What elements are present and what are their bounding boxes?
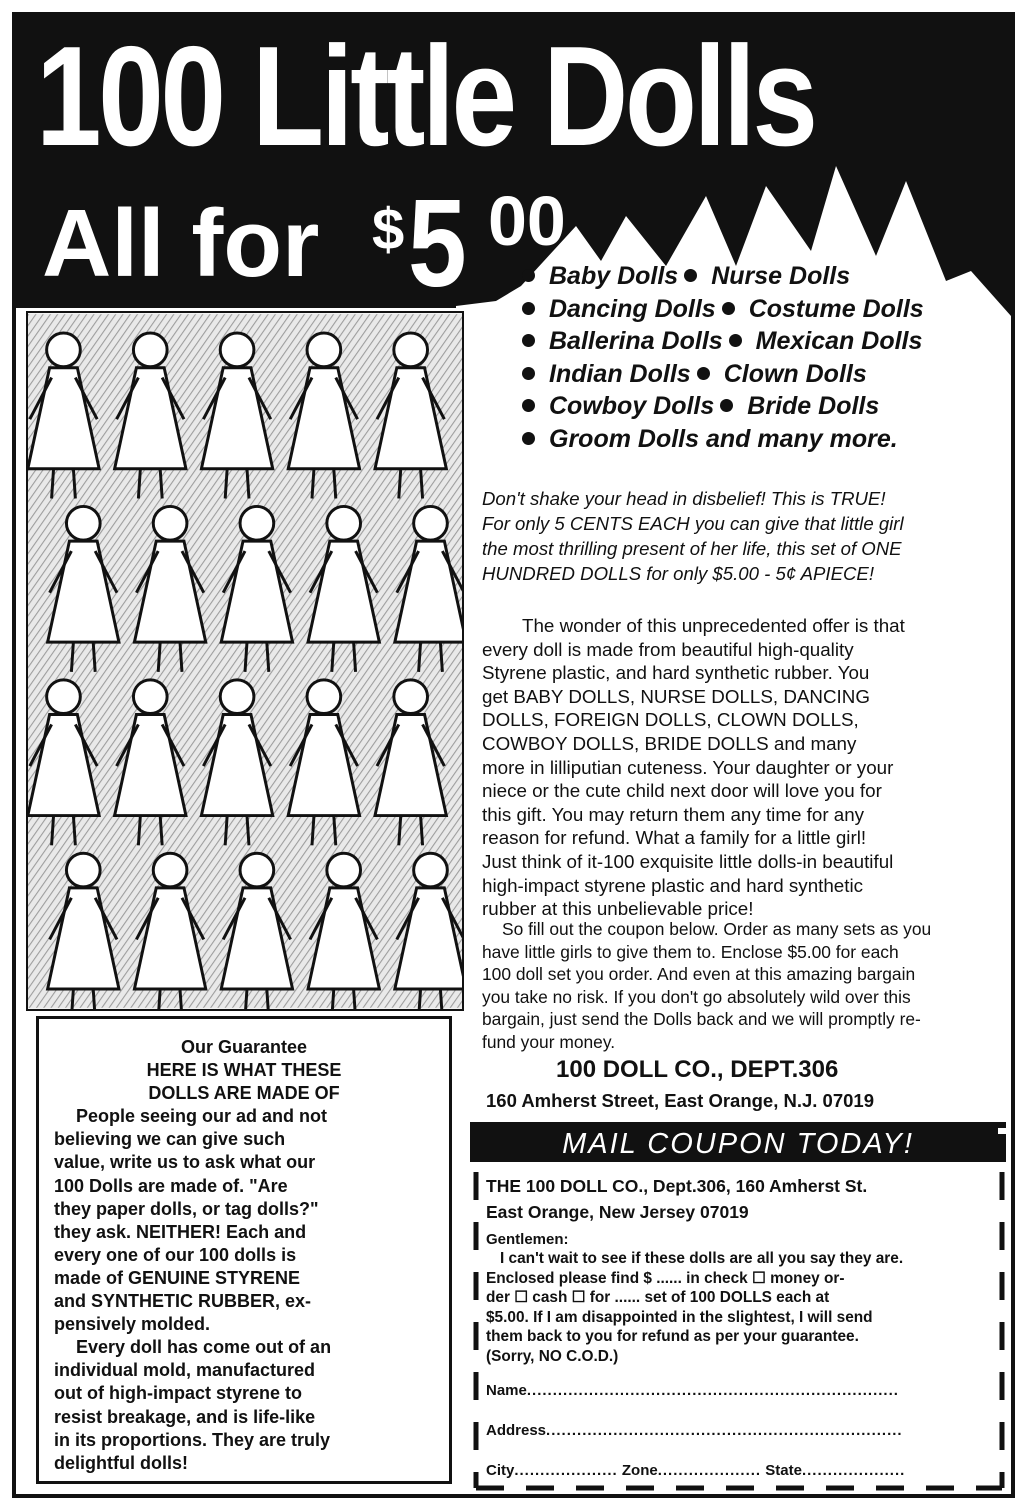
bullet-icon (729, 334, 742, 347)
guarantee-title: Our Guarantee (180, 1037, 308, 1057)
doll-leg (73, 469, 75, 499)
order-instructions (482, 918, 1002, 1054)
bullet-icon (522, 334, 535, 347)
body-line: more in lilliputian cuteness. Your daughter or your (482, 756, 894, 778)
doll-leg (180, 989, 182, 1011)
doll-list-row (516, 358, 986, 391)
doll-crowd-illustration (26, 311, 464, 1011)
doll-leg (158, 642, 160, 672)
doll-head (47, 333, 81, 367)
doll-head (220, 333, 254, 367)
doll-leg (399, 469, 401, 499)
guarantee-line: individual mold, manufactured (54, 1360, 316, 1381)
doll-leg (160, 469, 162, 499)
doll-leg (419, 989, 421, 1011)
intro-line: HUNDRED DOLLS for only $5.00 - 5¢ APIECE! (482, 563, 874, 584)
name-field[interactable] (486, 1381, 996, 1401)
doll-list-item: Nurse Dolls (711, 262, 851, 290)
doll-leg (52, 469, 54, 499)
price-dollar-sign: $ (372, 197, 405, 262)
doll-leg (419, 642, 421, 672)
doll-list-item: Indian Dolls (549, 359, 691, 388)
doll-leg (332, 989, 334, 1011)
doll-head (327, 506, 361, 540)
doll-head (66, 853, 100, 887)
doll-head (327, 853, 361, 887)
doll-leg (247, 816, 249, 846)
doll-head (240, 853, 274, 887)
doll-list-item: Costume Dolls (748, 294, 924, 323)
body-line: fund your money. (482, 1031, 616, 1052)
guarantee-line: Every doll has come out of an (76, 1337, 332, 1358)
doll-leg (138, 816, 140, 846)
doll-leg (421, 816, 423, 846)
bullet-icon (722, 302, 735, 315)
guarantee-title: HERE IS WHAT THESE (146, 1060, 342, 1081)
doll-head (220, 680, 254, 714)
doll-leg (332, 642, 334, 672)
doll-leg (334, 469, 336, 499)
doll-leg (71, 989, 73, 1011)
coupon-form (486, 1173, 996, 1481)
name-label: Name (486, 1381, 527, 1399)
bullet-icon (522, 432, 535, 445)
doll-list-row (516, 293, 986, 326)
state-label: State (765, 1461, 802, 1479)
bullet-icon (684, 269, 697, 282)
doll-leg (354, 642, 356, 672)
doll-leg (73, 816, 75, 846)
body-line: 100 doll set you order. And even at this amazing bargain (482, 964, 916, 985)
doll-leg (138, 469, 140, 499)
price-whole: 5 (408, 175, 467, 313)
intro-line: the most thrilling present of her life, this set of ONE (482, 538, 902, 559)
doll-list-row (516, 325, 986, 358)
body-line: have little girls to give them to. Enclose $5.00 for each (482, 941, 899, 962)
state-fill-line[interactable]: .................... (801, 1461, 906, 1479)
body-line: COWBOY DOLLS, BRIDE DOLLS and many (482, 732, 857, 754)
doll-list-item: Baby Dolls (549, 262, 679, 290)
doll-list-item: Clown Dolls (723, 359, 867, 388)
doll-list-row (516, 423, 986, 456)
doll-leg (225, 816, 227, 846)
body-copy (482, 614, 1002, 921)
doll-leg (180, 642, 182, 672)
doll-head (307, 680, 341, 714)
doll-head (414, 506, 448, 540)
doll-head (394, 333, 428, 367)
coupon-line: I can't wait to see if these dolls are all you say they are. (500, 1250, 904, 1267)
zone-fill-line[interactable]: .................... (657, 1461, 762, 1479)
headline-title: 100 Little Dolls (36, 17, 815, 176)
body-line: The wonder of this unprecedented offer is that (522, 615, 905, 636)
guarantee-line: resist breakage, and is life-like (54, 1406, 316, 1427)
name-fill-line[interactable]: ........................................................................ (526, 1381, 899, 1399)
price-cents: 00 (488, 182, 566, 260)
intro-copy (482, 486, 1002, 586)
advertisement-page (12, 12, 1015, 1498)
doll-leg (225, 469, 227, 499)
coupon-recipient: THE 100 DOLL CO., Dept.306, 160 Amherst St. (486, 1176, 868, 1196)
guarantee-line: every one of our 100 dolls is (54, 1244, 297, 1265)
guarantee-title: DOLLS ARE MADE OF (148, 1083, 340, 1104)
guarantee-line: in its proportions. They are truly (54, 1429, 331, 1450)
bullet-icon (522, 302, 535, 315)
doll-leg (440, 989, 442, 1011)
bullet-icon (522, 399, 535, 412)
guarantee-line: out of high-impact styrene to (54, 1383, 303, 1404)
body-line: bargain, just send the Dolls back and we will promptly re- (482, 1009, 921, 1030)
address-fill-line[interactable]: ..................................................................... (546, 1421, 903, 1439)
doll-leg (245, 642, 247, 672)
bullet-icon (697, 367, 710, 380)
headline-subtitle: All for (42, 190, 320, 297)
body-line: So fill out the coupon below. Order as many sets as you (502, 919, 932, 939)
body-line: reason for refund. What a family for a little girl! (482, 827, 867, 849)
body-line: every doll is made from beautiful high-quality (482, 638, 854, 660)
coupon-line: Enclosed please find $ ...... in check ☐ money or- (486, 1269, 845, 1287)
body-line: Styrene plastic, and hard synthetic rubber. You (482, 662, 870, 684)
doll-leg (247, 469, 249, 499)
doll-head (307, 333, 341, 367)
doll-head (153, 853, 187, 887)
body-line: high-impact styrene plastic and hard synthetic (482, 874, 864, 896)
doll-head (66, 506, 100, 540)
doll-leg (93, 989, 95, 1011)
city-fill-line[interactable]: .................... (514, 1461, 618, 1479)
doll-list-item: Mexican Dolls (755, 327, 923, 355)
guarantee-line: pensively molded. (54, 1314, 211, 1335)
doll-head (240, 506, 274, 540)
bullet-icon (720, 399, 733, 412)
intro-line: Don't shake your head in disbelief! This is TRUE! (482, 488, 886, 509)
guarantee-line: they paper dolls, or tag dolls?" (54, 1198, 319, 1219)
body-line: you take no risk. If you don't go absolutely wild over this (482, 986, 911, 1007)
doll-leg (52, 816, 54, 846)
city-label: City (486, 1461, 515, 1479)
coupon-line: them back to you for refund as per your guarantee. (486, 1328, 859, 1346)
doll-leg (267, 989, 269, 1011)
doll-leg (267, 642, 269, 672)
coupon-line: der ☐ cash ☐ for ...... set of 100 DOLLS each at (486, 1289, 830, 1307)
doll-list-item: Bride Dolls (747, 392, 880, 420)
doll-leg (440, 642, 442, 672)
doll-list-item: Cowboy Dolls (549, 392, 715, 420)
guarantee-line: believing we can give such (54, 1129, 286, 1150)
doll-head (133, 680, 167, 714)
doll-leg (158, 989, 160, 1011)
coupon-line: $5.00. If I am disappointed in the slightest, I will send (486, 1308, 873, 1326)
doll-head (414, 853, 448, 887)
doll-list-row (516, 260, 986, 293)
doll-leg (312, 816, 314, 846)
coupon-banner: MAIL COUPON TODAY! (562, 1128, 914, 1160)
doll-leg (421, 469, 423, 499)
doll-list-row (516, 390, 986, 423)
doll-leg (399, 816, 401, 846)
doll-head (394, 680, 428, 714)
doll-leg (93, 642, 95, 672)
doll-leg (71, 642, 73, 672)
address-label: Address (486, 1421, 547, 1439)
zone-label: Zone (621, 1461, 658, 1479)
address-field[interactable] (486, 1421, 996, 1441)
bullet-icon (522, 367, 535, 380)
doll-leg (312, 469, 314, 499)
doll-leg (245, 989, 247, 1011)
city-zone-state-field[interactable] (486, 1461, 996, 1481)
coupon-recipient: East Orange, New Jersey 07019 (486, 1202, 749, 1222)
body-line: niece or the cute child next door will love you for (482, 780, 882, 802)
guarantee-line: and SYNTHETIC RUBBER, ex- (54, 1291, 312, 1312)
guarantee-text (54, 1036, 434, 1475)
doll-leg (334, 816, 336, 846)
company-address: 160 Amherst Street, East Orange, N.J. 07019 (486, 1090, 875, 1111)
coupon-salutation: Gentlemen: (486, 1231, 569, 1248)
company-name: 100 DOLL CO., DEPT.306 (556, 1056, 839, 1083)
doll-list-item: Dancing Dolls (549, 294, 716, 323)
coupon-line: (Sorry, NO C.O.D.) (486, 1347, 619, 1365)
intro-line: For only 5 CENTS EACH you can give that little girl (482, 513, 904, 534)
guarantee-line: 100 Dolls are made of. "Are (54, 1175, 288, 1196)
doll-list-item: Groom Dolls and many more. (549, 424, 898, 453)
doll-head (47, 680, 81, 714)
doll-leg (160, 816, 162, 846)
doll-list-item: Ballerina Dolls (549, 327, 723, 355)
bullet-icon (522, 269, 535, 282)
guarantee-line: value, write us to ask what our (54, 1152, 316, 1173)
doll-leg (354, 989, 356, 1011)
body-line: get BABY DOLLS, NURSE DOLLS, DANCING (482, 685, 870, 707)
body-line: Just think of it-100 exquisite little dolls-in beautiful (482, 850, 894, 872)
body-line: rubber at this unbelievable price! (482, 898, 754, 920)
guarantee-line: delightful dolls! (54, 1452, 188, 1473)
guarantee-line: People seeing our ad and not (76, 1106, 328, 1127)
doll-type-list (516, 260, 986, 455)
guarantee-line: made of GENUINE STYRENE (54, 1267, 301, 1288)
doll-head (153, 506, 187, 540)
body-line: this gift. You may return them any time for any (482, 803, 865, 825)
guarantee-line: they ask. NEITHER! Each and (54, 1221, 307, 1242)
doll-head (133, 333, 167, 367)
body-line: DOLLS, FOREIGN DOLLS, CLOWN DOLLS, (482, 709, 859, 731)
